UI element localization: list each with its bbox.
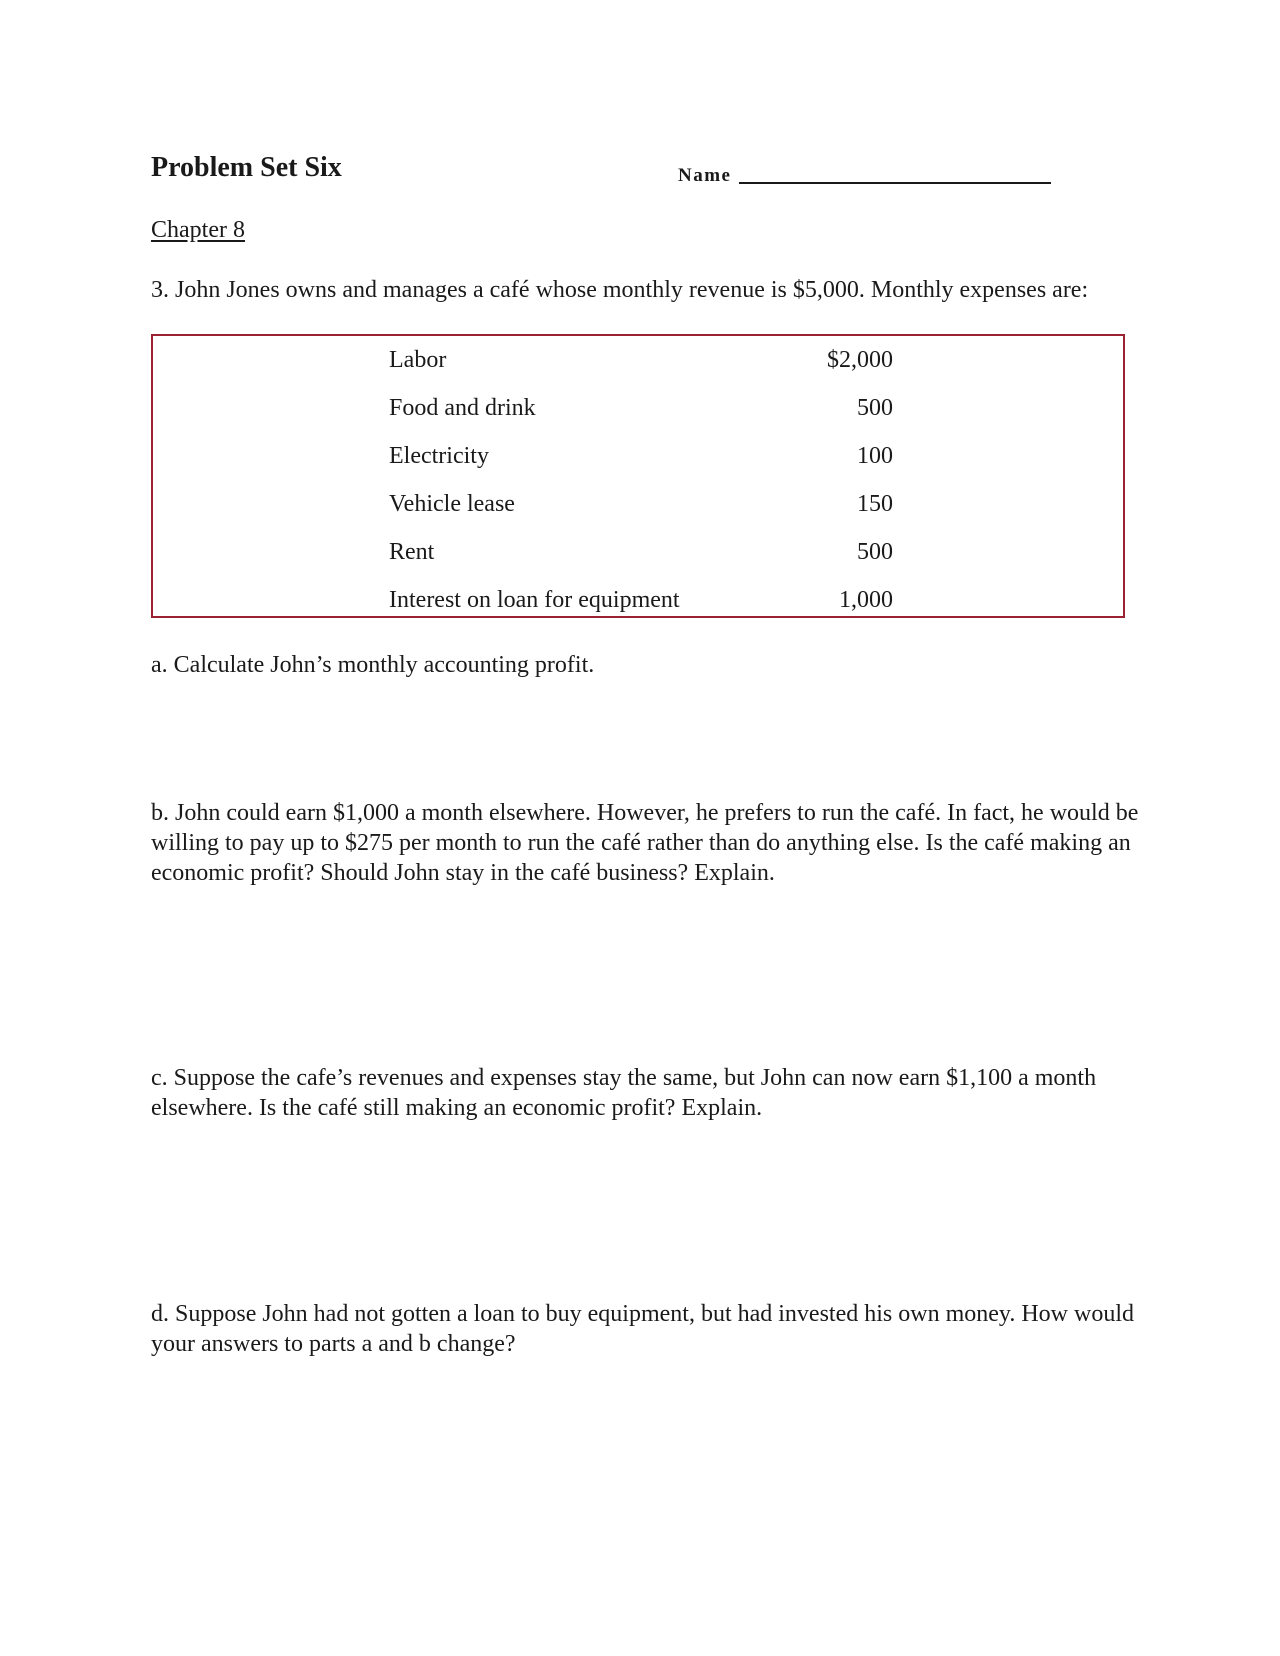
- expense-label: Food and drink: [389, 395, 536, 421]
- name-field[interactable]: [678, 158, 1051, 188]
- expense-amount: $2,000: [827, 347, 893, 373]
- question-intro: 3. John Jones owns and manages a café whose monthly revenue is $5,000. Monthly expenses are:: [151, 277, 1089, 303]
- name-blank-line[interactable]: [739, 182, 1051, 184]
- expense-row: [153, 528, 1123, 576]
- expense-label: Interest on loan for equipment: [389, 587, 680, 613]
- expense-label: Rent: [389, 539, 435, 565]
- expense-amount: 100: [857, 443, 893, 469]
- expense-row: [153, 576, 1123, 624]
- question-part-a: a. Calculate John’s monthly accounting profit.: [151, 652, 595, 678]
- question-part-d: d. Suppose John had not gotten a loan to buy equipment, but had invested his own money. How would your answers to parts a and b change?: [151, 1301, 1135, 1357]
- expense-row: [153, 432, 1123, 480]
- question-part-b: b. John could earn $1,000 a month elsewhere. However, he prefers to run the café. In fact, he would be willing to pay up to $275 per month to run the café rather than do anything else. Is the café making an economic profit? Should John stay in the café business? Explain.: [151, 800, 1139, 886]
- expense-amount: 1,000: [839, 587, 893, 613]
- expense-amount: 150: [857, 491, 893, 517]
- chapter-heading: Chapter 8: [151, 217, 245, 243]
- expense-table: [151, 334, 1125, 618]
- expense-label: Electricity: [389, 443, 489, 469]
- expense-row: [153, 384, 1123, 432]
- name-label: Name: [678, 165, 732, 186]
- expense-label: Vehicle lease: [389, 491, 515, 517]
- expense-amount: 500: [857, 539, 893, 565]
- expense-row: [153, 336, 1123, 384]
- expense-row: [153, 480, 1123, 528]
- expense-amount: 500: [857, 395, 893, 421]
- expense-label: Labor: [389, 347, 447, 373]
- page-title: Problem Set Six: [151, 152, 342, 183]
- question-part-c: c. Suppose the cafe’s revenues and expenses stay the same, but John can now earn $1,100 a month elsewhere. Is the café still making an economic profit? Explain.: [151, 1065, 1097, 1121]
